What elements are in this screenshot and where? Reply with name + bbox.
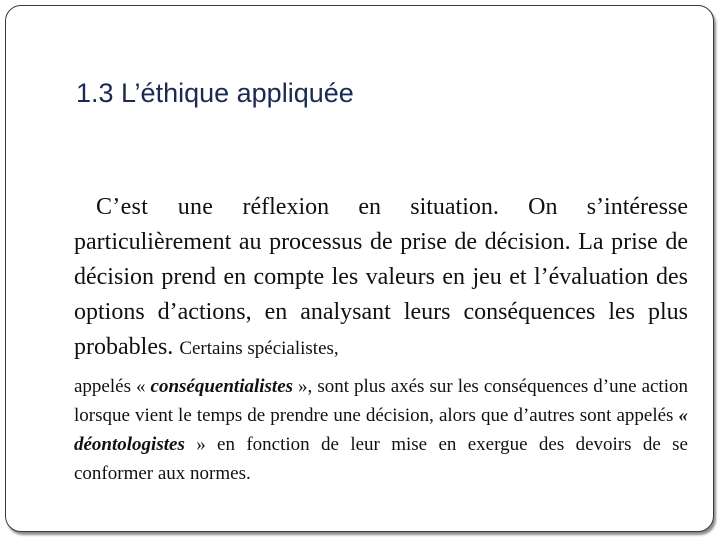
paragraph-schools — [74, 372, 688, 488]
term-consequentialists: conséquentialistes — [150, 376, 294, 397]
paragraph-lead: C’est une — [96, 194, 214, 220]
paragraph-main-text: réflexion en situation. On s’intéresse particulièrement au processus de prise de décision. La prise de décision prend en compte les valeurs en jeu et l’évaluation des options d’actions, en analysant leurs conséquences les plus probables. — [74, 194, 688, 360]
text-segment-a: appelés « — [74, 376, 151, 397]
paragraph-definition — [74, 190, 688, 366]
paragraph-tail: Certains spécialistes, — [179, 338, 339, 359]
term-deontologists: « déontologistes — [74, 405, 688, 455]
slide-body — [74, 190, 688, 488]
text-segment-c: » en fonction de leur mise en exergue des devoirs de se conformer aux normes. — [74, 434, 688, 484]
text-segment-b: », sont plus axés sur les conséquences d’une action lorsque vient le temps de prendre une décision, alors que d’autres sont appelés — [74, 376, 688, 426]
slide-title: 1.3 L’éthique appliquée — [76, 78, 354, 108]
